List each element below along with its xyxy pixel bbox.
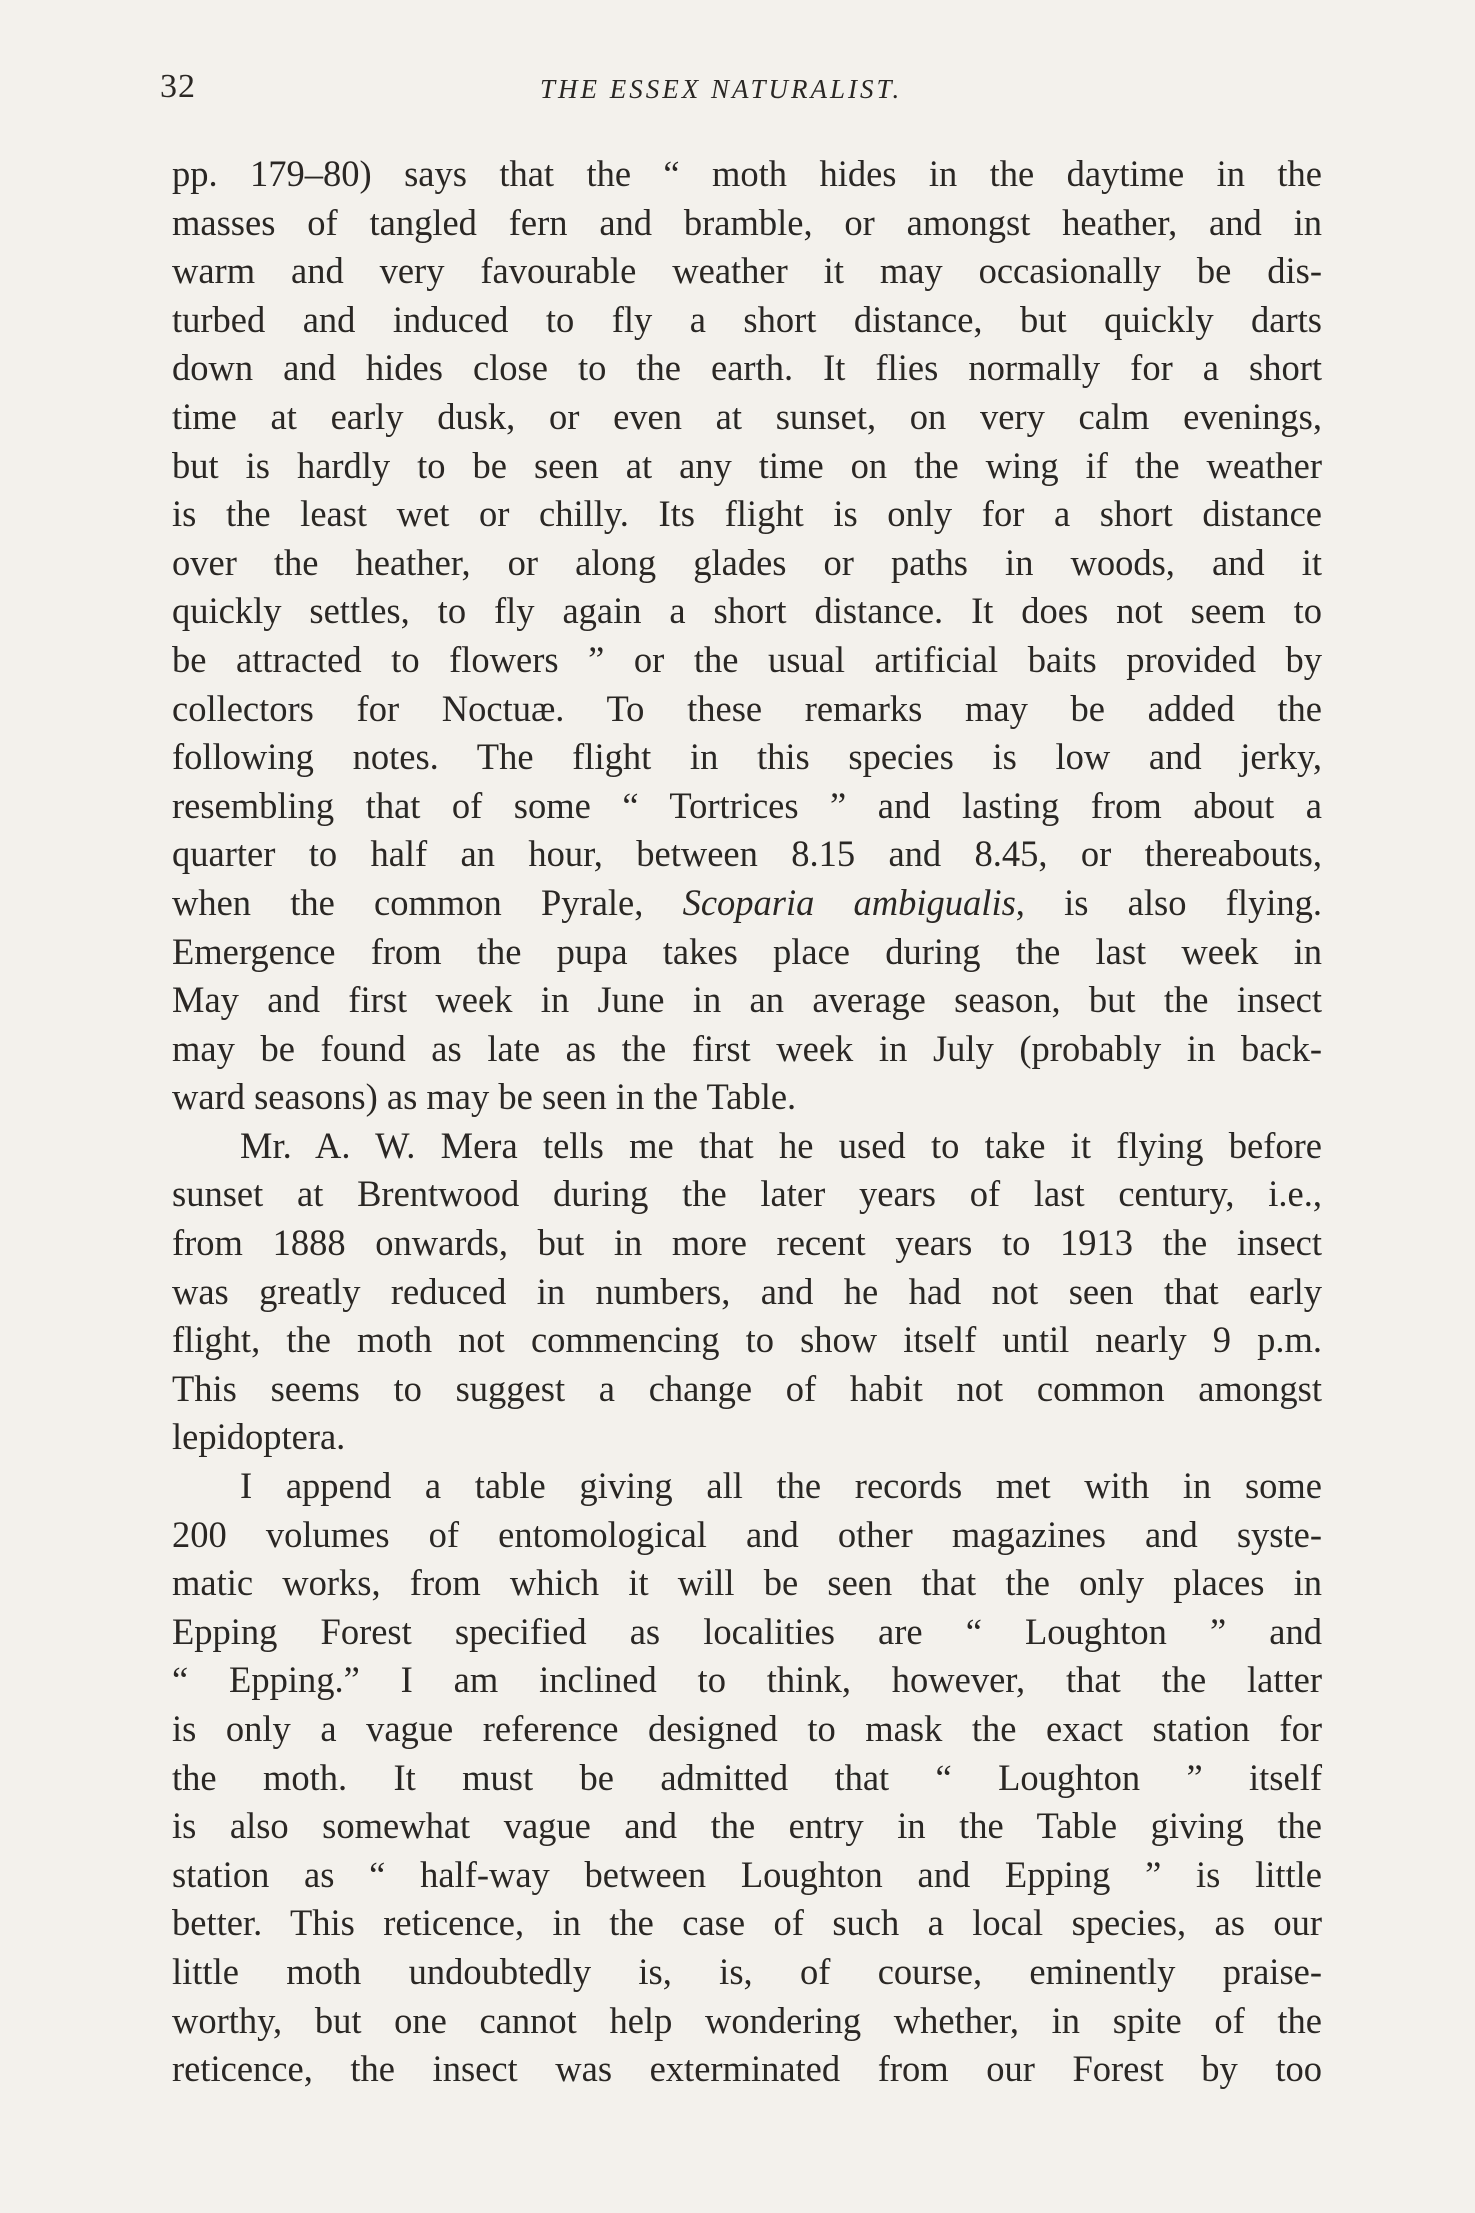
text-line: Emergence from the pupa takes place during the last week in: [172, 930, 1322, 972]
text-line: is the least wet or chilly. Its flight is only for a short distance: [172, 493, 1322, 535]
text-line: warm and very favourable weather it may occasionally be dis-: [172, 250, 1322, 292]
text-line: when the common Pyrale, Scoparia ambigualis, is also flying.: [172, 881, 1322, 923]
text-line: quarter to half an hour, between 8.15 and 8.45, or thereabouts,: [172, 833, 1322, 875]
running-title: THE ESSEX NATURALIST.: [540, 74, 903, 104]
text-line: pp. 179–80) says that the “ moth hides in the daytime in the: [172, 153, 1322, 194]
text-line: reticence, the insect was exterminated from our Forest by too: [172, 2048, 1322, 2090]
text-line: worthy, but one cannot help wondering whether, in spite of the: [172, 1999, 1322, 2041]
text-line: is only a vague reference designed to mask the exact station for: [172, 1708, 1322, 1749]
text-line: masses of tangled fern and bramble, or amongst heather, and in: [172, 201, 1322, 243]
text-line: sunset at Brentwood during the later years of last century, i.e.,: [172, 1173, 1322, 1215]
text-line: Mr. A. W. Mera tells me that he used to take it flying before: [240, 1124, 1322, 1166]
paragraph: [172, 150, 1322, 1122]
paragraph: [172, 1122, 1322, 1462]
text-line: collectors for Noctuæ. To these remarks may be added the: [172, 687, 1322, 729]
text-line: from 1888 onwards, but in more recent years to 1913 the insect: [172, 1222, 1322, 1264]
text-line: down and hides close to the earth. It flies normally for a short: [172, 347, 1322, 389]
text-line: but is hardly to be seen at any time on the wing if the weather: [172, 444, 1322, 486]
text-line: matic works, from which it will be seen that the only places in: [172, 1562, 1322, 1604]
text-line: the moth. It must be admitted that “ Loughton ” itself: [172, 1756, 1322, 1798]
text-line: quickly settles, to fly again a short distance. It does not seem to: [172, 590, 1322, 632]
text-line: 200 volumes of entomological and other magazines and syste-: [172, 1513, 1322, 1555]
text-line: “ Epping.” I am inclined to think, however, that the latter: [172, 1659, 1322, 1701]
text-line: May and first week in June in an average season, but the insect: [172, 979, 1322, 1021]
text-line: better. This reticence, in the case of such a local species, as our: [172, 1902, 1322, 1944]
paragraph: [172, 1462, 1322, 2094]
page-header: [160, 68, 1320, 118]
body-text: [172, 150, 1322, 2094]
text-line: flight, the moth not commencing to show itself until nearly 9 p.m.: [172, 1319, 1322, 1361]
page-number: 32: [160, 68, 196, 105]
text-line: This seems to suggest a change of habit not common amongst: [172, 1367, 1322, 1409]
text-line: turbed and induced to fly a short distance, but quickly darts: [172, 298, 1322, 340]
text-line: over the heather, or along glades or paths in woods, and it: [172, 541, 1322, 583]
species-name: Scoparia ambigualis: [682, 881, 1016, 923]
text-line: Epping Forest specified as localities are “ Loughton ” and: [172, 1610, 1322, 1652]
text-line: be attracted to flowers ” or the usual artificial baits provided by: [172, 638, 1322, 680]
text-line: station as “ half-way between Loughton and Epping ” is little: [172, 1853, 1322, 1895]
text-line: may be found as late as the first week in July (probably in back-: [172, 1027, 1322, 1069]
text-line: ward seasons) as may be seen in the Table.: [172, 1076, 797, 1118]
text-line: was greatly reduced in numbers, and he had not seen that early: [172, 1270, 1322, 1312]
text-line: time at early dusk, or even at sunset, on very calm evenings,: [172, 395, 1322, 437]
text-line: resembling that of some “ Tortrices ” and lasting from about a: [172, 784, 1322, 826]
text-line: little moth undoubtedly is, is, of course, eminently praise-: [172, 1950, 1322, 1992]
text-line: following notes. The flight in this species is low and jerky,: [172, 736, 1322, 778]
text-line: is also somewhat vague and the entry in the Table giving the: [172, 1805, 1322, 1847]
text-line: lepidoptera.: [172, 1416, 346, 1458]
text-line: I append a table giving all the records met with in some: [240, 1465, 1322, 1507]
